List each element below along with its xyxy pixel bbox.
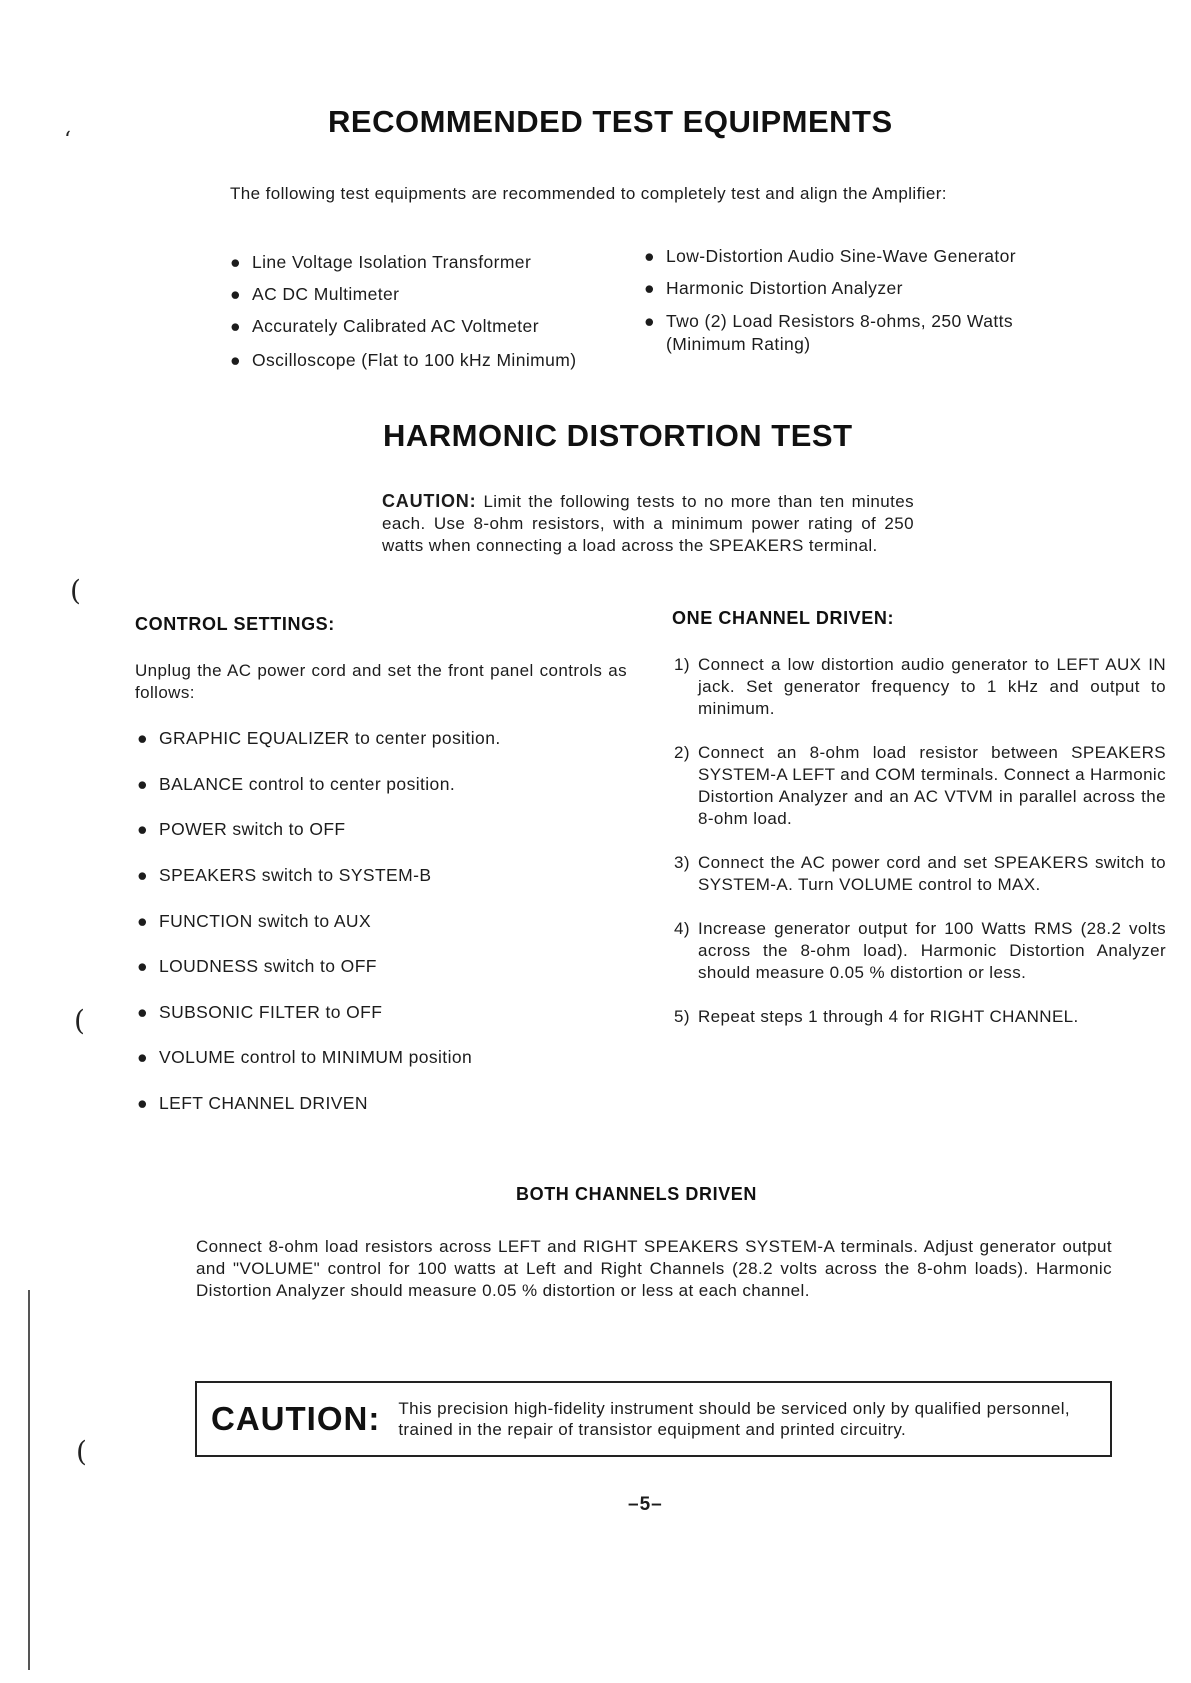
both-channels-text: Connect 8-ohm load resistors across LEFT and RIGHT SPEAKERS SYSTEM-A terminals. Adjust generator output and "VOLUME" control for 100 watts at Left and Right Channels (28.2 volts across the 8-ohm loads). Harmonic Distortion Analyzer should measure 0.05 % distortion or less at each channel. [196,1237,1112,1300]
list-item: ● Line Voltage Isolation Transformer [230,252,532,272]
caution-text: Limit the following tests to no more than ten minutes each. Use 8-ohm resistors, with a minimum power rating of 250 watts when connecting a load across the SPEAKERS terminal. [382,492,914,555]
list-item: ● AC DC Multimeter [230,284,400,304]
list-item: ● Harmonic Distortion Analyzer [644,278,903,298]
list-item: ● LEFT CHANNEL DRIVEN [137,1093,368,1113]
caution-box [195,1381,1112,1457]
both-channels-heading: BOTH CHANNELS DRIVEN [516,1184,758,1204]
equipment-list-right [644,246,1084,356]
list-item: 1) Connect a low distortion audio generator to LEFT AUX IN jack. Set generator frequency to 1 kHz and output to minimum. [674,655,1166,718]
list-item: ● Two (2) Load Resistors 8-ohms, 250 Watts (Minimum Rating) [644,311,1014,354]
caution-box-label: CAUTION: [211,1400,381,1437]
margin-mark-2: ( [74,1004,85,1037]
list-item: ● Accurately Calibrated AC Voltmeter [230,316,539,336]
equipment-list-left [230,252,630,382]
margin-mark-1: ( [70,574,81,607]
list-item: ● SPEAKERS switch to SYSTEM-B [137,865,432,885]
list-item: 2) Connect an 8-ohm load resistor between SPEAKERS SYSTEM-A LEFT and COM terminals. Connect a Harmonic Distortion Analyzer and an AC VTVM in parallel across the 8-ohm load. [674,743,1166,828]
caution-box-text: This precision high-fidelity instrument should be serviced only by qualified personnel, trained in the repair of transistor equipment and printed circuitry. [398,1399,1071,1439]
list-item: 3) Connect the AC power cord and set SPEAKERS switch to SYSTEM-A. Turn VOLUME control to MAX. [674,853,1166,894]
caution-label: CAUTION: [382,491,477,511]
one-channel-heading: ONE CHANNEL DRIVEN: [672,608,895,628]
list-item: ● GRAPHIC EQUALIZER to center position. [137,728,501,748]
control-settings-intro: Unplug the AC power cord and set the front panel controls as follows: [135,661,627,702]
margin-mark-top: ‘ [64,128,71,153]
one-channel-steps [674,654,1166,1028]
control-settings-heading: CONTROL SETTINGS: [135,614,335,634]
list-item: ● VOLUME control to MINIMUM position [137,1047,473,1067]
equipment-title: RECOMMENDED TEST EQUIPMENTS [328,104,893,139]
margin-mark-3: ( [76,1435,87,1468]
list-item: ● LOUDNESS switch to OFF [137,956,377,976]
control-settings-list [137,728,617,1123]
page-number: –5– [628,1494,663,1515]
list-item: ● SUBSONIC FILTER to OFF [137,1002,383,1022]
list-item: ● FUNCTION switch to AUX [137,911,372,931]
list-item: ● BALANCE control to center position. [137,774,456,794]
list-item: ● Low-Distortion Audio Sine-Wave Generator [644,246,1016,266]
distortion-caution [382,490,914,557]
list-item: 5) Repeat steps 1 through 4 for RIGHT CHANNEL. [674,1007,1079,1026]
list-item: 4) Increase generator output for 100 Watts RMS (28.2 volts across the 8-ohm load). Harmonic Distortion Analyzer should measure 0.05 % distortion or less. [674,919,1166,982]
equipment-intro: The following test equipments are recommended to completely test and align the Amplifier: [230,184,947,203]
binding-edge-line [28,1290,30,1670]
list-item: ● POWER switch to OFF [137,819,346,839]
distortion-title: HARMONIC DISTORTION TEST [383,418,853,453]
list-item: ● Oscilloscope (Flat to 100 kHz Minimum) [230,350,577,370]
